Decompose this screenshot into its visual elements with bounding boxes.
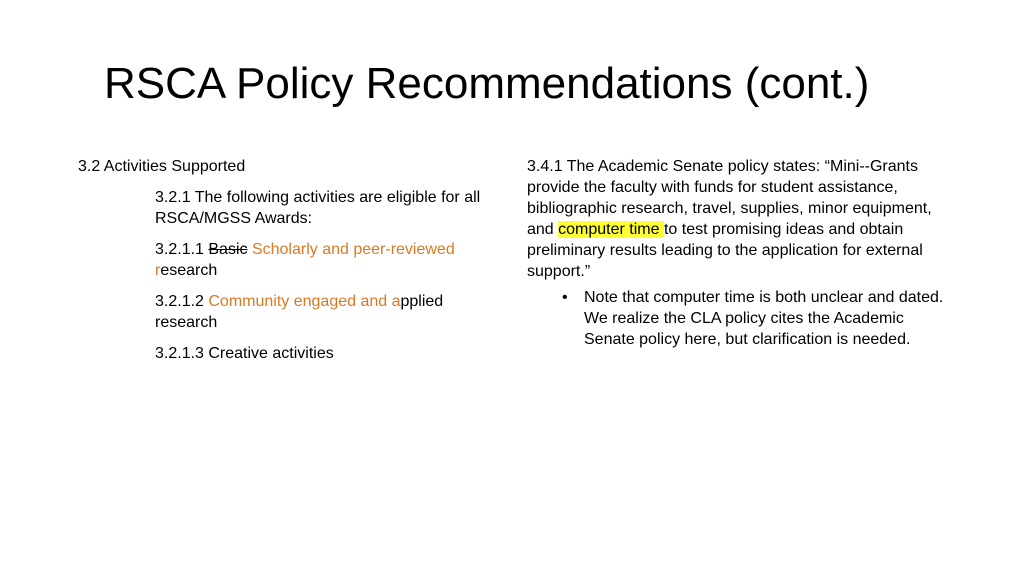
highlighted-text: computer time <box>558 221 664 238</box>
item-number: 3.2.1.1 <box>155 241 209 258</box>
struck-text: Basic <box>208 241 248 258</box>
item-3-2-1-2 <box>155 291 503 333</box>
inserted-text: Scholarly and peer-reviewed r <box>155 241 455 279</box>
quote-after: to test promising ideas and obtain preliminary results leading to the application for external support.” <box>527 221 923 280</box>
inserted-text: Community engaged and a <box>208 293 401 310</box>
senate-policy-column <box>527 156 952 350</box>
activities-column <box>78 156 503 374</box>
section-heading-3-2: 3.2 Activities Supported <box>78 158 246 175</box>
item-number: 3.2.1.2 <box>155 293 209 310</box>
policy-quote <box>527 156 952 282</box>
item-rest: esearch <box>160 262 218 279</box>
quote-before: 3.4.1 The Academic Senate policy states: “Mini--Grants provide the faculty with funds for student assistance, bibliographic research, travel, supplies, minor equipment, and <box>527 158 932 238</box>
note-text: Note that computer time is both unclear and dated. We realize the CLA policy cites the Academic Senate policy here, but clarification is needed. <box>584 289 944 348</box>
item-rest: pplied research <box>155 293 444 331</box>
item-3-2-1-1 <box>155 239 503 281</box>
slide-title: RSCA Policy Recommendations (cont.) <box>104 59 870 108</box>
item-3-2-1-3: 3.2.1.3 Creative activities <box>155 345 334 362</box>
item-3-2-1: 3.2.1 The following activities are eligible for all RSCA/MGSS Awards: <box>155 189 481 227</box>
bullet-icon: • <box>562 289 568 306</box>
note-bullet <box>562 287 952 350</box>
